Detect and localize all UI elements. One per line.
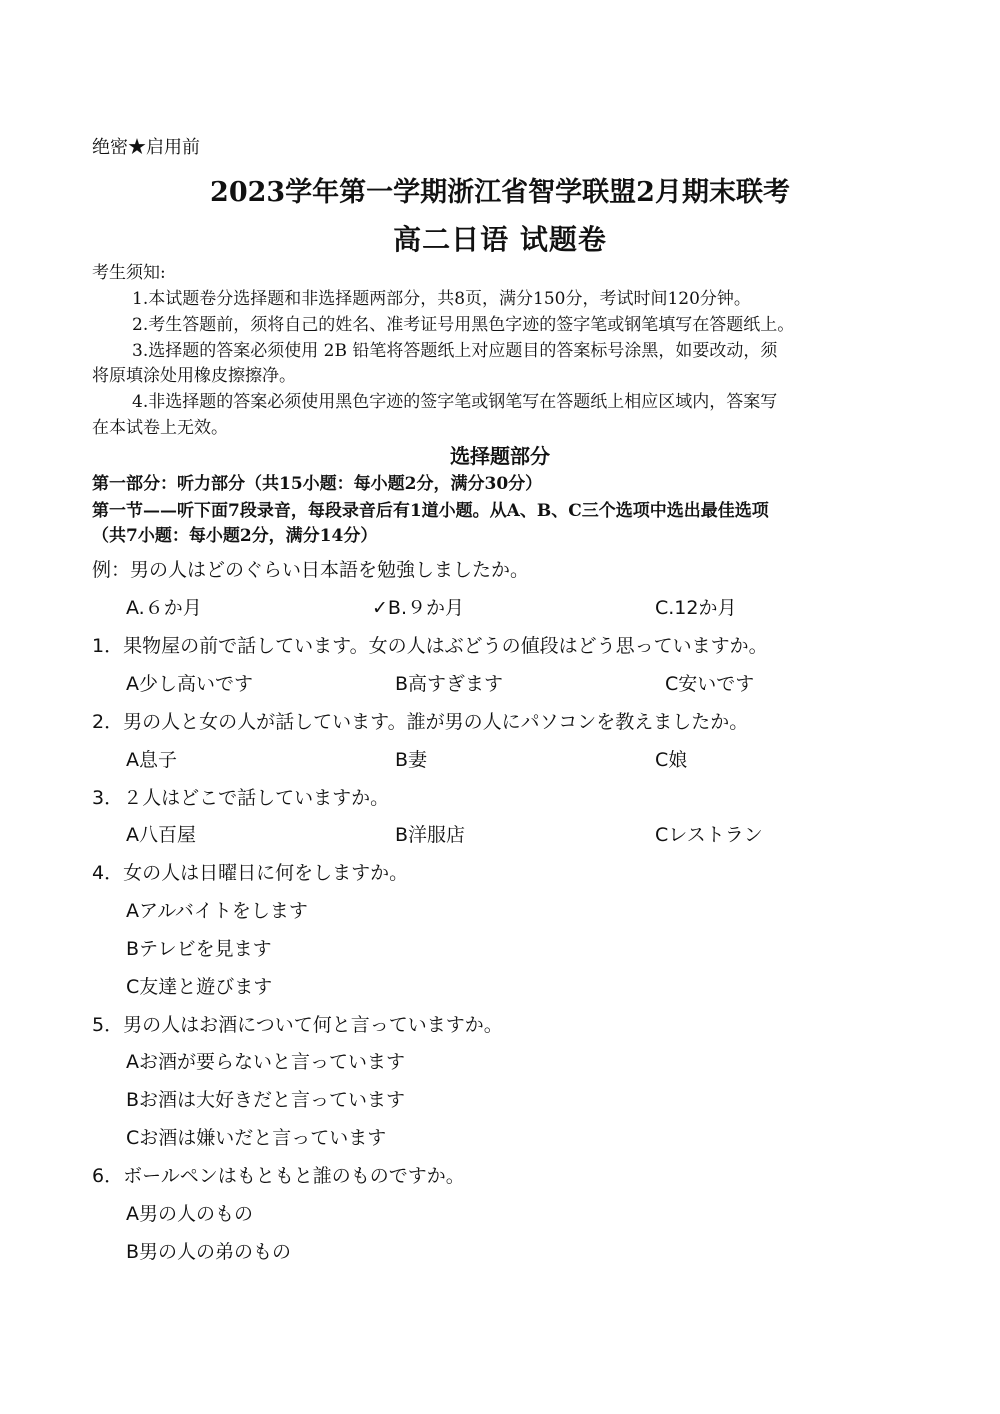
exam-subtitle: 高二日语 试题卷 xyxy=(393,223,607,256)
q3-option-b: B洋服店 xyxy=(395,824,466,846)
q6-option-b: B男の人の弟のもの xyxy=(126,1241,292,1263)
example-option-c: C.12か月 xyxy=(655,597,737,619)
example-option-b: ✓B.９か月 xyxy=(372,597,464,619)
secret-label: 绝密★启用前 xyxy=(92,137,200,158)
q3-option-a: A八百屋 xyxy=(126,824,196,846)
q4-option-a: Aアルバイトをします xyxy=(126,900,308,922)
q6-option-a: A男の人のもの xyxy=(126,1203,253,1225)
notice-line-5: 4.非选择题的答案必须使用黑色字迹的签字笔或钢笔写在答题纸上相应区域内，答案写 xyxy=(132,392,778,412)
q2-option-a: A息子 xyxy=(126,749,177,771)
question-6: 6．ボールペンはもともと誰のものですか。 xyxy=(92,1165,465,1187)
notice-line-2: 2.考生答题前，须将自己的姓名、准考证号用黑色字迹的签字笔或钢笔填写在答题纸上。 xyxy=(132,315,795,335)
q4-option-b: Bテレビを見ます xyxy=(126,938,272,960)
notice-line-1: 1.本试题卷分选择题和非选择题两部分，共8页，满分150分，考试时间120分钟。 xyxy=(132,289,751,309)
question-4: 4．女の人は日曜日に何をしますか。 xyxy=(92,862,409,884)
q4-option-c: C友達と遊びます xyxy=(126,976,273,998)
notice-heading: 考生须知: xyxy=(92,263,166,283)
part1-section1-line1: 第一节——听下面7段录音，每段录音后有1道小题。从A、B、C三个选项中选出最佳选项 xyxy=(92,501,769,521)
q3-option-c: Cレストラン xyxy=(655,824,763,846)
question-1: 1．果物屋の前で話しています。女の人はぶどうの値段はどう思っていますか。 xyxy=(92,635,768,657)
q1-option-b: B高すぎます xyxy=(395,673,504,695)
q2-option-c: C娘 xyxy=(655,749,688,771)
example-option-a: A.６か月 xyxy=(126,597,202,619)
notice-line-6: 在本试卷上无效。 xyxy=(92,418,228,438)
q5-option-a: Aお酒が要らないと言っています xyxy=(126,1051,405,1073)
example-question: 例：男の人はどのぐらい日本語を勉強しましたか。 xyxy=(92,559,530,581)
q5-option-b: Bお酒は大好きだと言っています xyxy=(126,1089,406,1111)
exam-title: 2023学年第一学期浙江省智学联盟2月期末联考 xyxy=(210,177,790,208)
q5-option-c: Cお酒は嫌いだと言っています xyxy=(126,1127,387,1149)
notice-line-3: 3.选择题的答案必须使用 2B 铅笔将答题纸上对应题目的答案标号涂黑，如要改动，须 xyxy=(132,341,778,361)
q2-option-b: B妻 xyxy=(395,749,428,771)
q1-option-c: C安いです xyxy=(665,673,755,695)
part1-section1-line2: （共7小题：每小题2分，满分14分） xyxy=(92,526,378,546)
part1-heading: 第一部分：听力部分（共15小题：每小题2分，满分30分） xyxy=(92,474,543,494)
section-title: 选择题部分 xyxy=(450,444,550,468)
question-3: 3．２人はどこで話していますか。 xyxy=(92,787,390,809)
question-5: 5．男の人はお酒について何と言っていますか。 xyxy=(92,1014,503,1036)
question-2: 2．男の人と女の人が話しています。誰が男の人にパソコンを教えましたか。 xyxy=(92,711,749,733)
q1-option-a: A少し高いです xyxy=(126,673,253,695)
notice-line-4: 将原填涂处用橡皮擦擦净。 xyxy=(92,366,296,386)
